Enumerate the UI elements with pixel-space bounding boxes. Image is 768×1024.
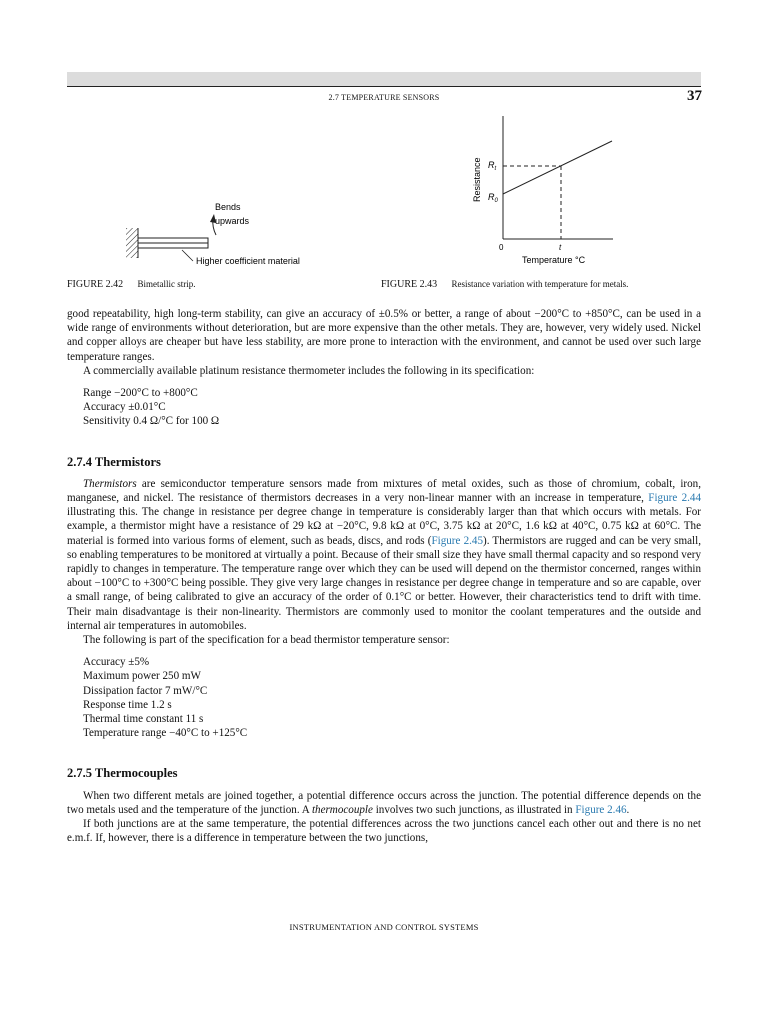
spec-item: Accuracy ±0.01°C: [83, 401, 166, 414]
paragraph-3: Thermistors are semiconductor temperature sensors made from mixtures of metal oxides, such as those of chromium, cobalt, iron, manganese, and nickel. The resistance of thermistors decreases in a very non-linear manner with an increase in temperature, Figure 2.44 illustrating this. The change in resistance per degree change in temperature is considerably larger than that which occurs with metals. For example, a thermistor might have a resistance of 29 kΩ at −20°C, 9.8 kΩ at 0°C, 3.75 kΩ at 20°C, 1.6 kΩ at 40°C, 0.75 kΩ at 60°C. The material is formed into various forms of element, such as beads, discs, and rods (Figure 2.45). Thermistors are rugged and can be very small, so enabling temperatures to be monitored at virtually a point. Because of their small size they have small thermal capacity and so respond very rapidly to changes in temperature. The temperature range over which they can be used will depend on the thermistor concerned, ranges within about −100°C to +300°C being possible. They give very large changes in resistance per degree change in temperature and so are capable, over a small range, of being calibrated to give an accuracy of the order of 0.1°C or better. However, their characteristics tend to drift with time. Their main disadvantage is their non-linearity. Thermistors are commonly used to monitor the coolant temperatures and the outside and internal air temperatures in automobiles.: [67, 477, 701, 632]
strip-bottom-layer: [138, 243, 208, 248]
label-zero: 0: [499, 243, 504, 252]
label-rt: $R_t$: [488, 160, 497, 172]
running-head: 2.7 TEMPERATURE SENSORS: [328, 93, 440, 102]
figure-resistance-graph: [468, 112, 648, 270]
paragraph-6: If both junctions are at the same temperature, the potential differences across the two junctions cancel each other out and there is no net e.m.f. If, however, there is a difference in temperature between the two junctions,: [67, 818, 701, 845]
section-heading-thermocouples: 2.7.5 Thermocouples: [67, 766, 178, 781]
caption-243-number: FIGURE 2.43: [381, 279, 438, 290]
caption-figure-242: [67, 279, 196, 290]
characteristic-line: [503, 141, 612, 194]
page-number: 37: [687, 88, 702, 104]
y-axis-label: Resistance: [472, 157, 482, 202]
link-figure-245[interactable]: Figure 2.45: [431, 534, 483, 547]
material-leader-line: [182, 250, 193, 261]
paragraph-2: A commercially available platinum resistance thermometer includes the following in its specification:: [83, 364, 535, 377]
resistance-graph: [468, 112, 648, 270]
caption-243-text: Resistance variation with temperature for metals.: [451, 279, 629, 289]
spec-item: Thermal time constant 11 s: [83, 713, 204, 726]
label-upwards: upwards: [215, 216, 250, 226]
strip-top-layer: [138, 238, 208, 243]
term-thermocouple: thermocouple: [311, 803, 373, 816]
paragraph-5: When two different metals are joined together, a potential difference occurs across the junction. The potential difference depends on the two metals used and the temperature of the junction. A thermocouple involves two such junctions, as illustrated in Figure 2.46.: [67, 789, 701, 816]
label-r0: $R_0$: [488, 192, 498, 204]
caption-figure-243: [381, 279, 628, 290]
spec-item: Temperature range −40°C to +125°C: [83, 727, 248, 740]
paragraph-4: The following is part of the specification for a bead thermistor temperature sensor:: [83, 634, 450, 647]
footer: INSTRUMENTATION AND CONTROL SYSTEMS: [289, 922, 479, 932]
spec-item: Range −200°C to +800°C: [83, 387, 198, 400]
body-text: [67, 307, 701, 846]
spec-item: Maximum power 250 mW: [83, 670, 202, 683]
spec-item: Accuracy ±5%: [83, 656, 150, 669]
label-t: t: [559, 243, 562, 252]
caption-242-text: Bimetallic strip.: [137, 279, 196, 289]
x-axis-label: Temperature °C: [522, 255, 586, 265]
label-material: Higher coefficient material: [196, 256, 300, 266]
term-thermistors: Thermistors: [83, 477, 137, 490]
spec-item: Dissipation factor 7 mW/°C: [83, 684, 208, 697]
wall-hatch: [126, 228, 138, 258]
link-figure-244[interactable]: Figure 2.44: [648, 492, 701, 505]
header-bar: [67, 72, 701, 87]
spec-item: Sensitivity 0.4 Ω/°C for 100 Ω: [83, 415, 220, 428]
label-bends: Bends: [215, 202, 241, 212]
paragraph-1: good repeatability, high long-term stability, can give an accuracy of ±0.5% or better, a range of about −200°C to +850°C, can be used in a wide range of environments without deterioration, but are more expensive than the other metals. They are, however, very widely used. Nickel and copper alloys are cheaper but have less stability, are more prone to interaction with the environment, and cannot be used over such large temperature ranges.: [67, 308, 701, 363]
spec-item: Response time 1.2 s: [83, 698, 172, 711]
figure-bimetallic-strip: [120, 195, 350, 270]
spec-list-platinum: [83, 386, 701, 429]
caption-242-number: FIGURE 2.42: [67, 279, 124, 290]
section-heading-thermistors: 2.7.4 Thermistors: [67, 454, 161, 469]
spec-list-thermistor: [83, 655, 701, 740]
link-figure-246[interactable]: Figure 2.46: [575, 803, 627, 816]
bimetallic-strip-diagram: [120, 195, 350, 270]
